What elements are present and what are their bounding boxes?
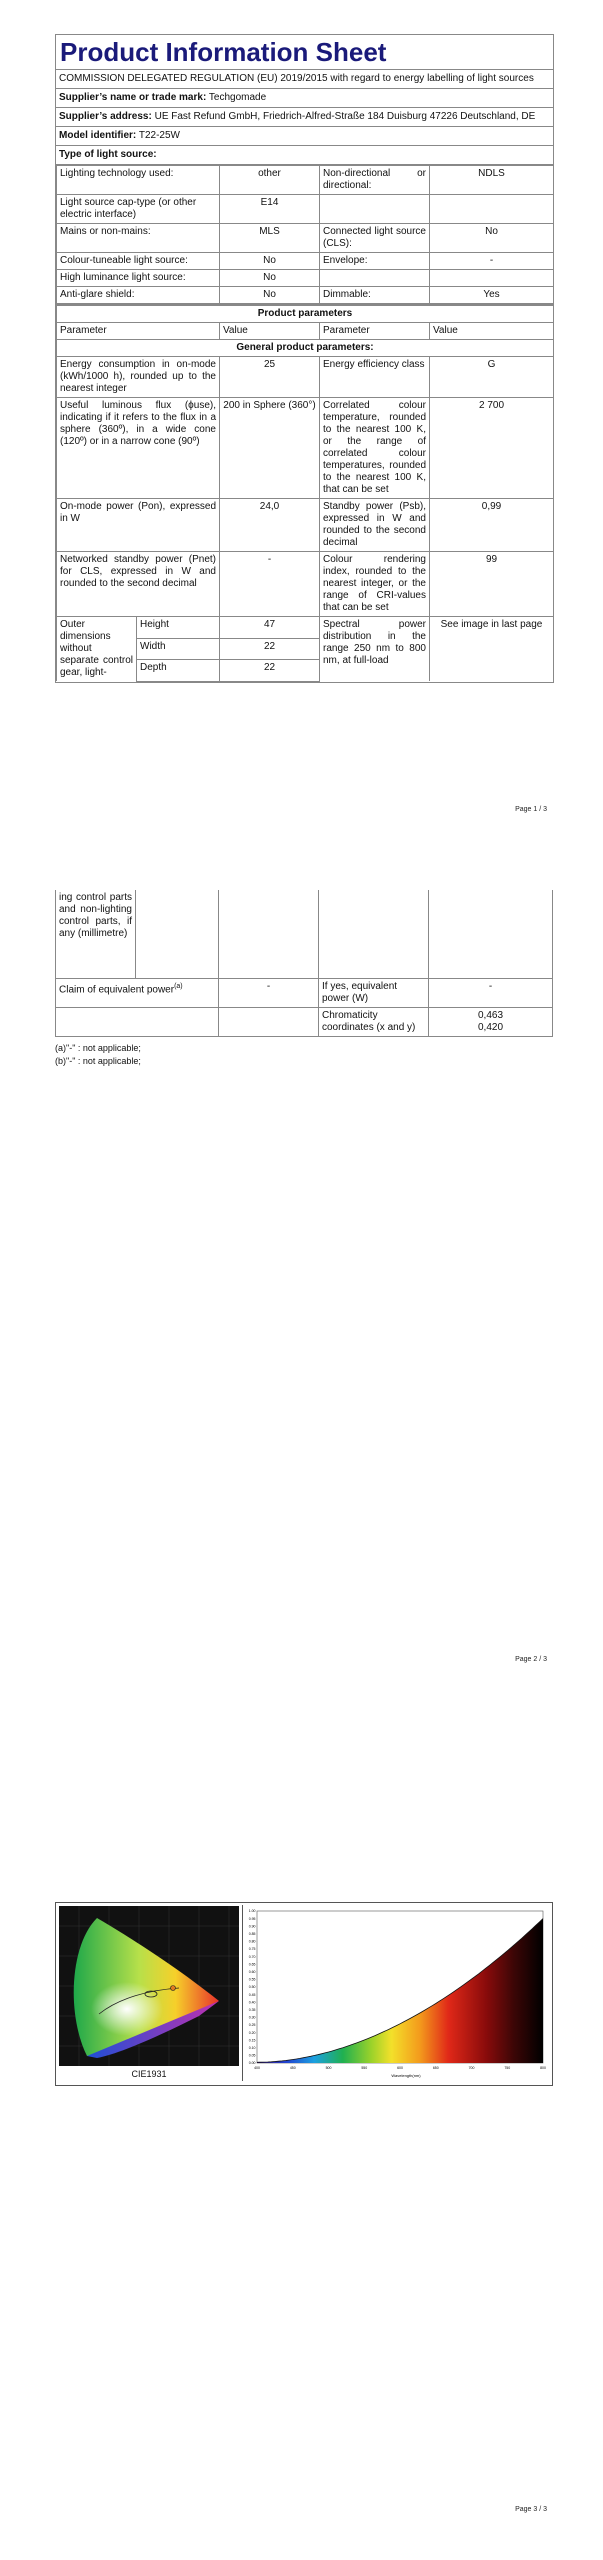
col-header-parameter-2: Parameter (320, 323, 430, 340)
param-label: On-mode power (Pon), expressed in W (57, 499, 220, 552)
product-information-sheet (55, 34, 554, 683)
spectrum-y-tick: 0.85 (248, 1932, 256, 1936)
chromaticity-label: Chromaticity coordinates (x and y) (319, 1007, 429, 1036)
type-label-2 (320, 195, 430, 224)
product-parameters-title: Product parameters (57, 306, 554, 323)
spectrum-x-tick: 700 (468, 2066, 475, 2070)
type-value-2: - (430, 253, 554, 270)
spectrum-chart (242, 1905, 549, 2081)
page-number-1: Page 1 / 3 (515, 806, 547, 813)
supplier-name: Techgomade (208, 92, 267, 103)
param-value-2: 2 700 (430, 398, 554, 499)
page-1 (0, 0, 603, 850)
param-label-2: Energy efficiency class (320, 357, 430, 398)
param-value: 25 (220, 357, 320, 398)
cie-caption: CIE1931 (131, 2069, 167, 2079)
param-row (57, 499, 554, 552)
empty-cell (319, 890, 429, 978)
type-value: E14 (220, 195, 320, 224)
type-label-2: Dimmable: (320, 287, 430, 304)
type-value: other (220, 166, 320, 195)
type-table (56, 165, 554, 304)
outer-dimensions-label: Outer dimensions without separate control gear, light- (57, 617, 137, 682)
supplier-name-row (56, 89, 553, 108)
type-label: Anti-glare shield: (57, 287, 220, 304)
type-label-2: Connected light source (CLS): (320, 224, 430, 253)
param-label-2: Correlated colour temperature, rounded to the nearest 100 K, or the range of correlated colour temperatures, rounded to the nearest 100 K, that can be set (320, 398, 430, 499)
dim-name-depth: Depth (137, 660, 220, 682)
spectrum-y-tick: 0.45 (248, 1992, 256, 1997)
spectrum-y-tick: 0.00 (248, 2061, 256, 2066)
spectrum-y-tick: 0.05 (248, 2053, 256, 2058)
chromaticity-x: 0,463 (477, 1009, 504, 1021)
col-header-parameter: Parameter (57, 323, 220, 340)
chromaticity-y: 0,420 (477, 1021, 504, 1033)
spectrum-y-tick: 0.65 (248, 1962, 256, 1967)
spectrum-y-tick: 0.50 (248, 1985, 256, 1990)
spectrum-y-tick: 0.60 (248, 1970, 256, 1974)
type-row (57, 166, 554, 195)
spectrum-y-tick: 0.80 (248, 1939, 256, 1944)
supplier-name-label: Supplier’s name or trade mark: (59, 92, 207, 103)
spectrum-y-tick: 0.30 (248, 2015, 256, 2020)
type-row (57, 270, 554, 287)
param-value: 200 in Sphere (360°) (220, 398, 320, 499)
params-table-continued-table (55, 890, 553, 1037)
empty-cell (136, 890, 219, 978)
param-label: Networked standby power (Pnet) for CLS, expressed in W and rounded to the second decimal (57, 552, 220, 617)
model-row (56, 127, 553, 146)
type-value-2: Yes (430, 287, 554, 304)
model-label: Model identifier: (59, 130, 137, 141)
type-row (57, 287, 554, 304)
empty-cell (219, 890, 319, 978)
type-row (57, 253, 554, 270)
spd-label: Spectral power distribution in the range 250 nm to 800 nm, at full-load (320, 617, 430, 682)
spectrum-y-tick: 0.90 (248, 1924, 256, 1929)
spectrum-y-tick: 0.75 (248, 1947, 256, 1952)
type-value-2: No (430, 224, 554, 253)
type-table-wrapper (56, 165, 553, 305)
params-table (56, 305, 554, 682)
spectrum-x-label: Wavelength(nm) (391, 2073, 421, 2078)
model-identifier: T22-25W (138, 130, 180, 141)
page-number-3: Page 3 / 3 (515, 2506, 547, 2513)
spectrum-x-tick: 750 (504, 2066, 511, 2070)
type-row (57, 195, 554, 224)
dim-value-width: 22 (220, 638, 320, 660)
dim-name-height: Height (137, 617, 220, 639)
param-label: Energy consumption in on-mode (kWh/1000 h), rounded up to the nearest integer (57, 357, 220, 398)
type-label-2: Envelope: (320, 253, 430, 270)
cie-diagram (59, 1906, 239, 2066)
spectrum-y-tick: 1.00 (248, 1909, 256, 1914)
page-3 (0, 1700, 603, 2560)
spectrum-x-tick: 600 (397, 2066, 403, 2070)
params-table-continued (55, 890, 552, 1037)
type-label-2: Non-directional or directional: (320, 166, 430, 195)
claim-footnote-ref: (a) (174, 982, 183, 990)
spectrum-y-tick: 0.20 (248, 2030, 256, 2035)
type-label-2 (320, 270, 430, 287)
if-yes-value: - (429, 978, 553, 1007)
spectrum-y-tick: 0.25 (248, 2023, 256, 2028)
type-value-2: NDLS (430, 166, 554, 195)
claim-equivalent-power-label (56, 978, 219, 1007)
param-label-2: Colour rendering index, rounded to the nearest integer, or the range of CRI-values that can be set (320, 552, 430, 617)
param-value: 24,0 (220, 499, 320, 552)
spectrum-x-tick: 650 (432, 2066, 439, 2070)
claim-label-text: Claim of equivalent power (59, 983, 175, 995)
general-parameters-title: General product parameters: (57, 340, 554, 357)
supplier-address-label: Supplier’s address: (59, 111, 152, 122)
type-label: Colour-tuneable light source: (57, 253, 220, 270)
type-value: No (220, 287, 320, 304)
param-value: - (220, 552, 320, 617)
claim-equivalent-power-value: - (219, 978, 319, 1007)
params-table-wrapper (56, 305, 553, 682)
param-row (57, 552, 554, 617)
param-row (57, 398, 554, 499)
spectrum-x-tick: 800 (540, 2066, 546, 2070)
document-title: Product Information Sheet (56, 35, 553, 70)
type-label: High luminance light source: (57, 270, 220, 287)
supplier-address: UE Fast Refund GmbH, Friedrich-Alfred-Straße 184 Duisburg 47226 Deutschland, DE (154, 111, 536, 122)
spectrum-y-tick: 0.70 (248, 1954, 256, 1959)
type-row (57, 224, 554, 253)
spectrum-x-tick: 550 (361, 2066, 368, 2070)
type-label: Mains or non-mains: (57, 224, 220, 253)
empty-cell (219, 1007, 319, 1036)
param-value-2: G (430, 357, 554, 398)
type-label: Light source cap-type (or other electric interface) (57, 195, 220, 224)
type-value: No (220, 253, 320, 270)
param-row (57, 357, 554, 398)
spectrum-y-tick: 0.55 (248, 1977, 256, 1982)
param-value-2: 99 (430, 552, 554, 617)
spectrum-y-tick: 0.10 (248, 2046, 256, 2050)
page-number-2: Page 2 / 3 (515, 1656, 547, 1663)
spectrum-x-tick: 500 (325, 2066, 332, 2070)
param-value-2: 0,99 (430, 499, 554, 552)
spectrum-y-tick: 0.35 (248, 2008, 256, 2012)
type-value: No (220, 270, 320, 287)
type-value-2 (430, 270, 554, 287)
param-label-2: Standby power (Psb), expressed in W and rounded to the second decimal (320, 499, 430, 552)
spectral-figure (55, 1902, 553, 2086)
type-value: MLS (220, 224, 320, 253)
col-header-value-2: Value (430, 323, 554, 340)
footnotes (55, 1042, 141, 1068)
col-header-value: Value (220, 323, 320, 340)
regulation-text: COMMISSION DELEGATED REGULATION (EU) 2019/2015 with regard to energy labelling of light sources (56, 70, 553, 89)
dim-value-depth: 22 (220, 660, 320, 682)
type-label: Lighting technology used: (57, 166, 220, 195)
dim-name-width: Width (137, 638, 220, 660)
chromaticity-value (429, 1007, 553, 1036)
spectrum-y-tick: 0.15 (248, 2038, 256, 2043)
cie-chromaticity-image (59, 1906, 239, 2066)
supplier-address-row (56, 108, 553, 127)
spectrum-y-tick: 0.95 (248, 1916, 256, 1921)
if-yes-label: If yes, equivalent power (W) (319, 978, 429, 1007)
type-of-light-source-label: Type of light source: (56, 146, 553, 165)
outer-dimensions-label-continued: ing control parts and non-lighting control parts, if any (millimetre) (56, 890, 136, 978)
empty-cell (56, 1007, 219, 1036)
spd-value: See image in last page (430, 617, 554, 682)
spectrum-y-tick: 0.40 (248, 2000, 256, 2005)
spectrum-svg (243, 1905, 549, 2081)
page-2 (0, 850, 603, 1700)
empty-cell (429, 890, 553, 978)
param-label: Useful luminous flux (ϕuse), indicating if it refers to the flux in a sphere (360º), in a wide cone (120º) or in a narrow cone (90º) (57, 398, 220, 499)
spectrum-x-tick: 400 (254, 2066, 260, 2070)
footnote-b: (b)"-" : not applicable; (55, 1056, 141, 1066)
type-value-2 (430, 195, 554, 224)
dim-value-height: 47 (220, 617, 320, 639)
spectrum-x-tick: 450 (289, 2066, 296, 2070)
footnote-a: (a)"-" : not applicable; (55, 1043, 141, 1053)
